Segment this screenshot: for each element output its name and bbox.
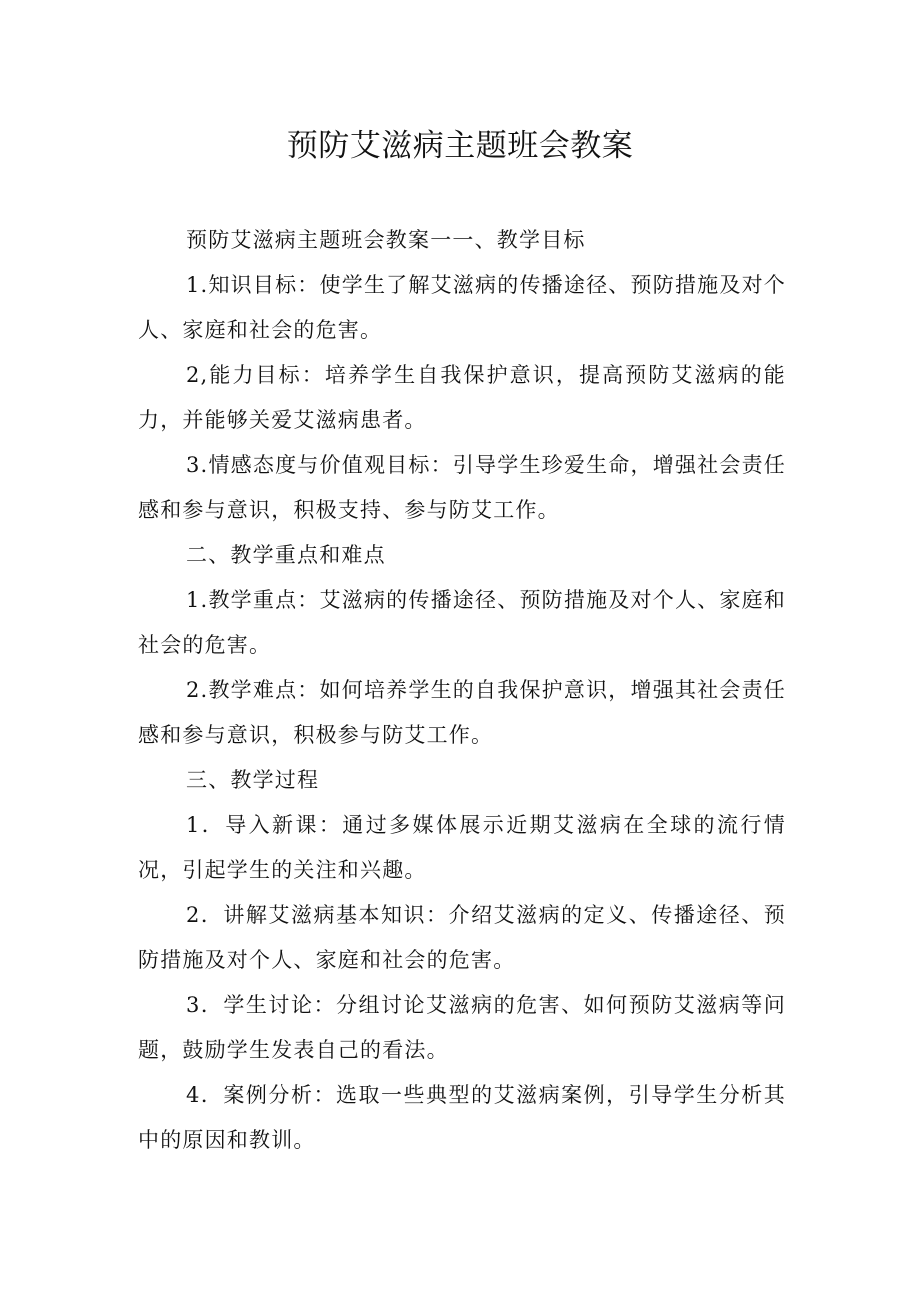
paragraph-student-discussion: 3．学生讨论：分组讨论艾滋病的危害、如何预防艾滋病等问题，鼓励学生发表自己的看法。: [138, 993, 786, 1062]
document-body: [138, 218, 786, 1163]
paragraph-teaching-difficulty: 2.教学难点：如何培养学生的自我保护意识，增强其社会责任感和参与意识，积极参与防艾工作。: [138, 678, 786, 747]
section-heading-process: 三、教学过程: [186, 768, 320, 792]
paragraph-knowledge-goal: 1.知识目标：使学生了解艾滋病的传播途径、预防措施及对个人、家庭和社会的危害。: [138, 273, 786, 342]
section-heading-key-points: 二、教学重点和难点: [186, 543, 386, 567]
paragraph-attitude-goal: 3.情感态度与价值观目标：引导学生珍爱生命，增强社会责任感和参与意识，积极支持、参与防艾工作。: [138, 453, 786, 522]
document-title: 预防艾滋病主题班会教案: [286, 128, 634, 164]
paragraph-intro-heading: 预防艾滋病主题班会教案一一、教学目标: [186, 228, 586, 252]
paragraph-ability-goal: 2,能力目标：培养学生自我保护意识，提高预防艾滋病的能力，并能够关爱艾滋病患者。: [138, 363, 786, 432]
paragraph-basic-knowledge: 2．讲解艾滋病基本知识：介绍艾滋病的定义、传播途径、预防措施及对个人、家庭和社会的危害。: [138, 903, 786, 972]
paragraph-case-analysis: 4．案例分析：选取一些典型的艾滋病案例，引导学生分析其中的原因和教训。: [138, 1083, 786, 1152]
paragraph-introduction: 1．导入新课：通过多媒体展示近期艾滋病在全球的流行情况，引起学生的关注和兴趣。: [138, 813, 786, 882]
paragraph-teaching-focus: 1.教学重点：艾滋病的传播途径、预防措施及对个人、家庭和社会的危害。: [138, 588, 786, 657]
